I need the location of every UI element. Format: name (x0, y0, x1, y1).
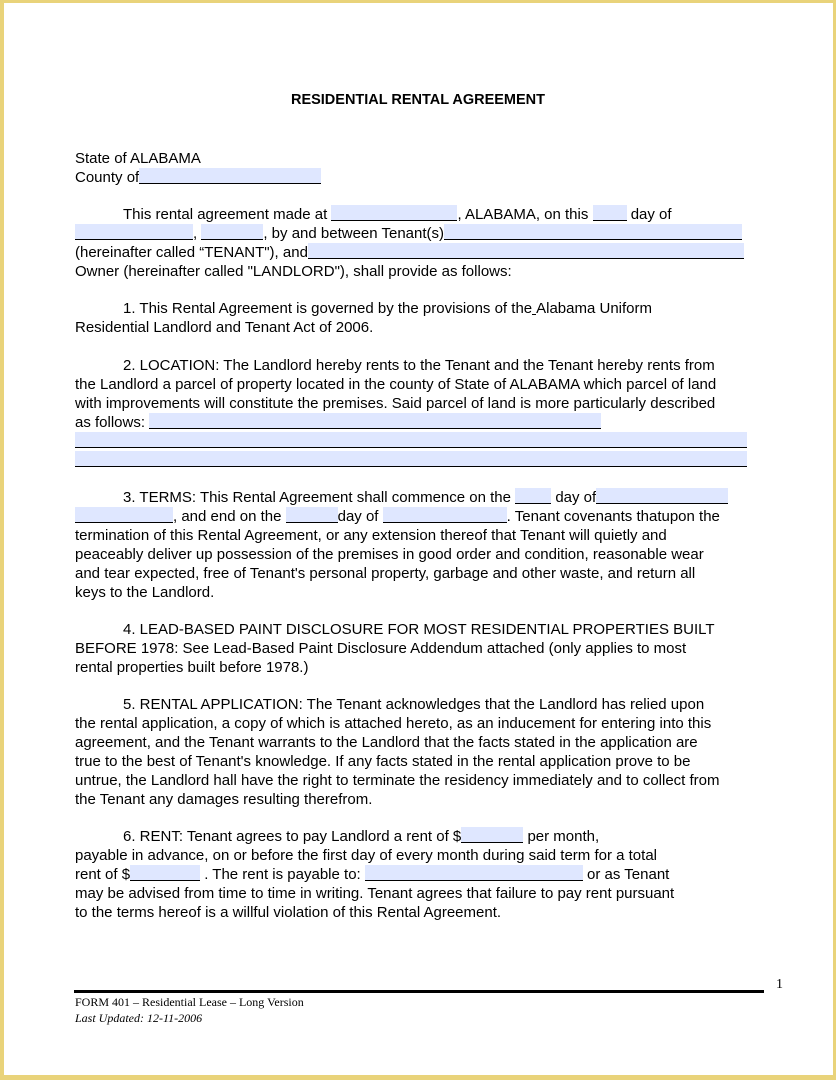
section-5-line-3 (75, 733, 698, 752)
intro-text: (hereinafter called “TENANT"), and (75, 244, 308, 261)
section-2-line-5 (75, 432, 747, 451)
section-5-line-6 (75, 790, 372, 809)
section-4-line-3 (75, 658, 308, 677)
section-text: the Landlord a parcel of property located in the county of State of ALABAMA which parcel of land (75, 376, 717, 393)
county-line (75, 168, 321, 187)
total-rent-field[interactable] (130, 865, 200, 881)
section-6-line-1 (75, 827, 599, 846)
section-text: or as Tenant (587, 866, 670, 883)
state-text: State of ALABAMA (75, 150, 201, 167)
section-2-line-2 (75, 375, 716, 394)
location-field[interactable] (331, 205, 457, 221)
section-text: day of (337, 508, 379, 525)
section-text: . The rent is payable to: (204, 866, 361, 883)
start-day-field[interactable] (515, 488, 551, 504)
state-line (75, 149, 201, 168)
section-text: may be advised from time to time in writing. Tenant agrees that failure to pay rent pursuant (75, 885, 675, 902)
property-description-field-2[interactable] (75, 432, 747, 448)
footer-form-label: FORM 401 – Residential Lease – Long Version (75, 995, 304, 1009)
start-month-field[interactable] (596, 488, 728, 504)
section-text: 3. TERMS: This Rental Agreement shall commence on the (123, 489, 511, 506)
section-4-line-1 (75, 620, 715, 639)
tenant-name-field[interactable] (444, 224, 742, 240)
section-text: 2. LOCATION: The Landlord hereby rents to the Tenant and the Tenant hereby rents from (123, 357, 715, 374)
section-text: agreement, and the Tenant warrants to the Landlord that the facts stated in the application are (75, 734, 698, 751)
section-text: day of (555, 489, 597, 506)
county-label: County of (75, 169, 140, 186)
section-text: per month, (527, 828, 600, 845)
section-5-line-5 (75, 771, 720, 790)
start-year-field[interactable] (75, 507, 173, 523)
section-2-line-6 (75, 451, 747, 470)
section-6-line-5 (75, 903, 501, 922)
section-5-line-2 (75, 714, 711, 733)
intro-text: , (193, 225, 198, 242)
footer-last-updated: Last Updated: 12-11-2006 (75, 1011, 203, 1025)
section-text: 1. This Rental Agreement is governed by the provisions of the (123, 300, 533, 317)
intro-line-4 (75, 262, 512, 281)
section-text: and tear expected, free of Tenant's personal property, garbage and other waste, and return all (75, 565, 696, 582)
section-text: with improvements will constitute the premises. Said parcel of land is more particularly described (75, 395, 716, 412)
year-field[interactable] (201, 224, 263, 240)
intro-text: This rental agreement made at (123, 206, 328, 223)
section-5-line-4 (75, 752, 690, 771)
section-text: rent of $ (75, 866, 131, 883)
section-text: 5. RENTAL APPLICATION: The Tenant acknowledges that the Landlord has relied upon (123, 696, 705, 713)
section-text: , and end on the (173, 508, 282, 525)
section-text: as follows: (75, 414, 146, 431)
intro-line-1 (75, 205, 672, 224)
county-field[interactable] (139, 168, 321, 184)
section-6-line-4 (75, 884, 674, 903)
section-text: true to the best of Tenant's knowledge. If any facts stated in the rental application prove to be (75, 753, 691, 770)
end-day-field[interactable] (286, 507, 338, 523)
section-3-line-6 (75, 583, 214, 602)
intro-line-2 (75, 224, 742, 243)
section-text: untrue, the Landlord hall have the right to terminate the residency immediately and to collect from (75, 772, 720, 789)
landlord-name-field[interactable] (308, 243, 744, 259)
month-field[interactable] (75, 224, 193, 240)
intro-text: day of (630, 206, 672, 223)
section-text: termination of this Rental Agreement, or any extension thereof that Tenant will quietly and (75, 527, 667, 544)
section-text: 6. RENT: Tenant agrees to pay Landlord a rent of $ (123, 828, 462, 845)
section-2-line-1 (75, 356, 715, 375)
section-2-line-4 (75, 413, 601, 432)
property-description-field-1[interactable] (149, 413, 601, 429)
property-description-field-3[interactable] (75, 451, 747, 467)
monthly-rent-field[interactable] (461, 827, 523, 843)
section-text: the Tenant any damages resulting therefrom. (75, 791, 373, 808)
payable-to-field[interactable] (365, 865, 583, 881)
day-field[interactable] (593, 205, 627, 221)
section-1-line-2 (75, 318, 373, 337)
intro-text: , by and between Tenant(s) (263, 225, 445, 242)
section-text: payable in advance, on or before the first day of every month during said term for a total (75, 847, 657, 864)
section-text: BEFORE 1978: See Lead-Based Paint Disclosure Addendum attached (only applies to most (75, 640, 687, 657)
end-month-field[interactable] (383, 507, 507, 523)
section-6-line-3 (75, 865, 669, 884)
section-text: the rental application, a copy of which is attached hereto, as an inducement for entering into this (75, 715, 712, 732)
section-6-line-2 (75, 846, 657, 865)
section-text: peaceably deliver up possession of the premises in good order and condition, reasonable wear (75, 546, 704, 563)
section-text: keys to the Landlord. (75, 584, 215, 601)
document-title: RESIDENTIAL RENTAL AGREEMENT (290, 92, 546, 108)
section-text: to the terms hereof is a willful violation of this Rental Agreement. (75, 904, 502, 921)
intro-line-3 (75, 243, 744, 262)
page-number: 1 (776, 977, 783, 992)
section-3-line-4 (75, 545, 704, 564)
intro-text: Owner (hereinafter called "LANDLORD"), shall provide as follows: (75, 263, 512, 280)
section-text: rental properties built before 1978.) (75, 659, 309, 676)
section-2-line-3 (75, 394, 715, 413)
section-text: Residential Landlord and Tenant Act of 2006. (75, 319, 374, 336)
section-text: . Tenant covenants thatupon the (506, 508, 720, 525)
section-5-line-1 (75, 695, 704, 714)
section-3-line-2 (75, 507, 720, 526)
section-text: Alabama Uniform (536, 300, 653, 317)
section-3-line-5 (75, 564, 695, 583)
section-4-line-2 (75, 639, 686, 658)
section-3-line-1 (75, 488, 728, 507)
section-3-line-3 (75, 526, 667, 545)
section-1-line-1 (75, 299, 652, 318)
intro-text: , ALABAMA, on this (457, 206, 589, 223)
section-text: 4. LEAD-BASED PAINT DISCLOSURE FOR MOST RESIDENTIAL PROPERTIES BUILT (123, 621, 715, 638)
footer-divider (74, 990, 764, 993)
